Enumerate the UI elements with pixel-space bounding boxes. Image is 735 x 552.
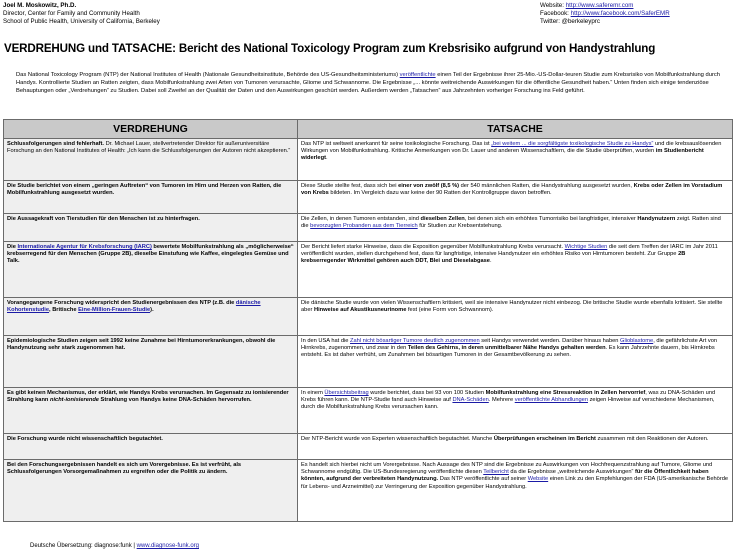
table-row <box>4 139 733 181</box>
fact-text: Es handelt sich hierbei nicht um Vorergebnisse. Nach Aussage des NTP sind die Ergebnisse zu Auswirkungen von Hochfrequenzstrahlung auf Tumore, Gliome und Schwannome endgültig. Die US-Bundesregierung veröffentlichte diesen <box>301 462 713 476</box>
document-title: VERDREHUNG und TATSACHE: Bericht des National Toxicology Program zum Krebsrisiko aufgrund von Handystrahlung <box>4 42 656 55</box>
spin-text: Dr. Michael Lauer, stellvertretender Direktor für außeruniversitäre Forschung an den National Institutes of Health: „Ich kann die Schlussfolgerungen der Autoren nicht akzeptieren.“ <box>7 141 291 155</box>
fact-text: fest (eine Form von Schwannom). <box>406 307 494 314</box>
spin-text: Die Aussagekraft von Tierstudien für den Menschen ist zu hinterfragen. <box>7 216 200 222</box>
fact-text: der 540 männlichen Ratten, die Handystrahlung ausgesetzt wurden, <box>459 183 634 189</box>
spin-text: ). <box>150 307 154 314</box>
fact-cell <box>298 139 733 181</box>
footer-link[interactable]: www.diagnose-funk.org <box>136 543 199 549</box>
fact-text-bold: 2B krebserregender Wirkmittel gehören auch DDT, Blei und Dieselabgase <box>301 251 686 265</box>
fact-text-bold: Überprüfungen erscheinen im Bericht <box>493 436 596 442</box>
fact-link[interactable]: „bei weitem ... die sorgfältigste toxikologische Studie zu Handys“ <box>491 141 654 147</box>
fact-text-bold: Krebs oder Zellen im Vorstadium von Krebs <box>301 183 723 197</box>
fact-link[interactable]: Zahl nicht bösartiger Tumore deutlich zugenommen <box>350 338 480 344</box>
fact-cell <box>298 181 733 214</box>
fact-text-bold: für die Öffentlichkeit haben könnten, aufgrund der verbreiteten Handynutzung. <box>301 469 709 483</box>
fact-text: für Studien zur Krebsentstehung. <box>417 223 503 230</box>
fact-text: . <box>489 258 492 265</box>
fact-text: In einem <box>301 390 325 396</box>
fact-link[interactable]: DNA-Schäden <box>452 397 489 404</box>
spin-text: , Britische <box>49 307 79 314</box>
fact-text-bold: Mobilfunkstrahlung eine Stressreaktion in Zellen hervorrief <box>485 390 646 396</box>
fact-text: seit Handys verwendet werden. Darüber hinaus haben <box>479 338 621 344</box>
fact-text: Die Zellen, in denen Tumoren entstanden, sind <box>301 216 421 222</box>
fact-text: bildeten. Im Vergleich dazu war keine der 90 Ratten der Kontrollgruppe davon betroffen. <box>328 190 552 197</box>
fact-text: In den USA hat die <box>301 338 351 344</box>
fact-text: Das NTP ist weltweit anerkannt für seine toxikologische Forschung. Das ist <box>301 141 492 147</box>
fact-link[interactable]: Glioblastome <box>620 338 654 344</box>
fact-link[interactable]: Website <box>527 476 549 483</box>
spin-cell <box>4 336 298 388</box>
footer-credit <box>30 543 199 549</box>
million-women-link[interactable]: Eine-Million-Frauen-Studie <box>78 307 151 314</box>
table-row <box>4 388 733 434</box>
website-link[interactable]: http://www.saferemr.com <box>565 2 634 9</box>
table-row <box>4 460 733 522</box>
fact-text: . <box>325 155 328 162</box>
fact-text: die seit dem Treffen der IARC im Jahr 2011 veröffentlicht wurden, stellen durchgehend fest, dass für langfristige, intensive Handynutzer ein erhöhtes Risiko von Hirntumoren besteht. Zur Gruppe <box>301 244 718 258</box>
spin-fact-table <box>3 119 733 522</box>
spin-cell <box>4 242 298 298</box>
fact-text: da die Ergebnisse „weitreichende Auswirkungen“ <box>508 469 635 476</box>
spin-text: Die Studie berichtet von einem „geringen Auftreten“ von Tumoren im Hirn und Herzen von Ratten, die Mobilfunkstrahlung ausgesetzt wurden. <box>7 183 282 197</box>
fact-text-bold: dieselben Zellen <box>420 216 465 222</box>
spin-cell <box>4 139 298 181</box>
intro-link[interactable]: veröffentlichte <box>399 72 436 78</box>
author-institution: School of Public Health, University of California, Berkeley <box>3 18 160 25</box>
spin-text: Es gibt keinen Mechanismus, der erklärt, wie Handys Krebs verursachen. Im Gegensatz zu ionisierender Strahlung kann <box>7 390 289 404</box>
spin-cell <box>4 181 298 214</box>
spin-cell <box>4 214 298 242</box>
intro-text-2: einen Teil der Ergebnisse ihrer 25-Mio.-US-Dollar-teuren Studie zum Krebsrisiko von Mobilfunkstrahlung durch Handys. Kontrollierte Studien an Ratten zeigten, dass Mobilfunkstrahlung zwei Arten von Tumoren verursachte, Gliome und Schwannome. Die Ergebnisse „... könnte weitreichende Auswirkungen für die öffentliche Gesundheit haben.“ Unten finden sich einige tendenziöse Behauptungen oder „Verdrehungen“ zu Studien. Dabei soll Zweifel an der Qualität der Daten und den Auswirkungen geschürt werden. Außerdem werden „Tatsachen“ aus Jahrzehnten vorheriger Forschung ins Feld geführt. <box>16 72 721 94</box>
fact-text: Der NTP-Bericht wurde von Experten wissenschaftlich begutachtet. Manche <box>301 436 494 442</box>
fact-text: . Es kann Jahrzehnte dauern, bis Hirnkrebs entsteht. Es ist daher verfrüht, um Zunahmen bei bösartigen Tumoren in der Gesamtbevölkerung zu sehen. <box>301 345 715 359</box>
spin-cell <box>4 388 298 434</box>
fact-cell <box>298 214 733 242</box>
column-header-verdrehung: VERDREHUNG <box>4 120 298 139</box>
fact-text: , was zu DNA-Schäden und Krebs führen kann. Die NTP-Studie fand auch Hinweise auf <box>301 390 716 404</box>
fact-text: , bei denen sich ein erhöhtes Tumorrisiko bei langfristiger, intensiver <box>464 216 638 222</box>
author-name: Joel M. Moskowitz, Ph.D. <box>3 2 77 9</box>
table-header-row <box>4 120 733 139</box>
danish-cohort-link[interactable]: dänische Kohortenstudie <box>7 300 261 314</box>
spin-text: Schlussfolgerungen sind fehlerhaft. <box>7 141 105 147</box>
fact-cell <box>298 388 733 434</box>
fact-link[interactable]: bevorzugten Probanden aus dem Tierreich <box>310 223 418 230</box>
fact-text: wurde berichtet, dass bei 93 von 100 Studien <box>368 390 486 396</box>
spin-text: Die <box>7 244 18 250</box>
fact-cell <box>298 434 733 460</box>
header-contact-block <box>540 2 670 26</box>
fact-text: Das NTP veröffentlichte auf seiner <box>438 476 528 483</box>
fact-text: zeigen Hinweise auf verschiedene Mechanismen, durch die Mobilfunkstrahlung Krebs verursachen kann. <box>301 397 715 411</box>
spin-cell <box>4 460 298 522</box>
author-position: Director, Center for Family and Community Health <box>3 10 140 17</box>
table-row <box>4 242 733 298</box>
table-row <box>4 181 733 214</box>
footer-text: Deutsche Übersetzung: diagnose:funk | <box>30 543 137 549</box>
intro-paragraph <box>16 72 730 96</box>
iarc-link[interactable]: Internationale Agentur für Krebsforschung (IARC) <box>17 244 152 250</box>
fact-link[interactable]: Wichtige Studien <box>564 244 608 250</box>
fact-text-bold: im Studienbericht widerlegt <box>301 148 704 162</box>
website-label: Website: <box>540 2 564 9</box>
spin-text: Vorangegangene Forschung widerspricht den Studienergebnissen des NTP (z.B. die <box>7 300 236 306</box>
spin-text: Bei den Forschungsergebnissen handelt es sich um Vorergebnisse. Es ist verfrüht, als Schlussfolgerungen Vorsorgemaßnahmen zu ergreifen oder die Politik zu ändern. <box>7 462 242 476</box>
fact-text: einen Link zu den Empfehlungen der FDA (US-amerikanische Behörde für Lebens- und Arzneimittel) zur Verringerung der Exposition gegenüber Handystrahlung. <box>301 476 729 490</box>
table-row <box>4 434 733 460</box>
spin-cell <box>4 298 298 336</box>
fact-text-bold: Teilen des Gehirns, in deren unmittelbarer Nähe Handys gehalten werden <box>407 345 606 352</box>
intro-text-1: Das National Toxicology Program (NTP) der National Institutes of Health (Nationale Gesundheitsinstitute, Behörde des US-Gesundheitsministeriums) <box>16 72 400 78</box>
fact-text: Der Bericht liefert starke Hinweise, dass die Exposition gegenüber Mobilfunkstrahlung Krebs verursacht. <box>301 244 565 250</box>
spin-text: Strahlung von Handys keine DNA-Schäden hervorrufen. <box>98 397 252 404</box>
fact-cell <box>298 336 733 388</box>
fact-text: . Mehrere <box>488 397 515 404</box>
spin-text: Die Forschung wurde nicht wissenschaftlich begutachtet. <box>7 436 163 442</box>
spin-text: Epidemiologische Studien zeigen seit 1992 keine Zunahme bei Hirntumorerkrankungen, obwohl die Handynutzung sehr stark zugenommen hat. <box>7 338 276 352</box>
fact-text: zeigt. Ratten sind die <box>301 216 721 230</box>
spin-text-italic: nicht-ionisierende <box>49 397 99 404</box>
fact-text: und die krebsauslösenden Wirkungen von Mobilfunkstrahlung. Kritische Anmerkungen von Dr. Lauer und anderen Wissenschaftlern, die die Studie überprüften, wurden <box>301 141 722 155</box>
fact-text: Diese Studie stellte fest, dass sich bei <box>301 183 399 189</box>
fact-text: Die dänische Studie wurde von vielen Wissenschaftlern kritisiert, weil sie intensive Handynutzer nicht einbezog. Die britische Studie wurde ebenfalls kritisiert. Sie stellte aber <box>301 300 723 314</box>
table-row <box>4 298 733 336</box>
header-author-block <box>3 2 160 26</box>
fact-link[interactable]: veröffentlichte Abhandlungen <box>514 397 588 404</box>
fact-text-bold: einer von zwölf (8,5 %) <box>398 183 460 189</box>
table-row <box>4 214 733 242</box>
fact-text: , die gefährlichste Art von Hirnkrebs, zugenommen, und zwar in den <box>301 338 718 352</box>
facebook-link[interactable]: http://www.facebook.com/SaferEMR <box>570 10 670 17</box>
fact-text: zusammen mit den Reaktionen der Autoren. <box>595 436 709 442</box>
facebook-label: Facebook: <box>540 10 569 17</box>
fact-cell <box>298 460 733 522</box>
table-row <box>4 336 733 388</box>
fact-link[interactable]: Übersichtsbeitrag <box>324 390 369 396</box>
fact-cell <box>298 242 733 298</box>
twitter-handle: Twitter: @berkeleyprc <box>540 18 600 25</box>
column-header-tatsache: TATSACHE <box>298 120 733 139</box>
fact-cell <box>298 298 733 336</box>
fact-link[interactable]: Teilbericht <box>483 469 509 476</box>
spin-cell <box>4 434 298 460</box>
fact-text-bold: Hinweise auf Akustikusneurinome <box>313 307 407 314</box>
spin-text: bewertete Mobilfunkstrahlung als „möglicherweise“ krebserregend für den Menschen (Gruppe 2B), dieselbe Einstufung wie Kaffee, eingelegtes Gemüse und Talk. <box>7 244 294 265</box>
fact-text-bold: Handynutzern <box>637 216 676 222</box>
